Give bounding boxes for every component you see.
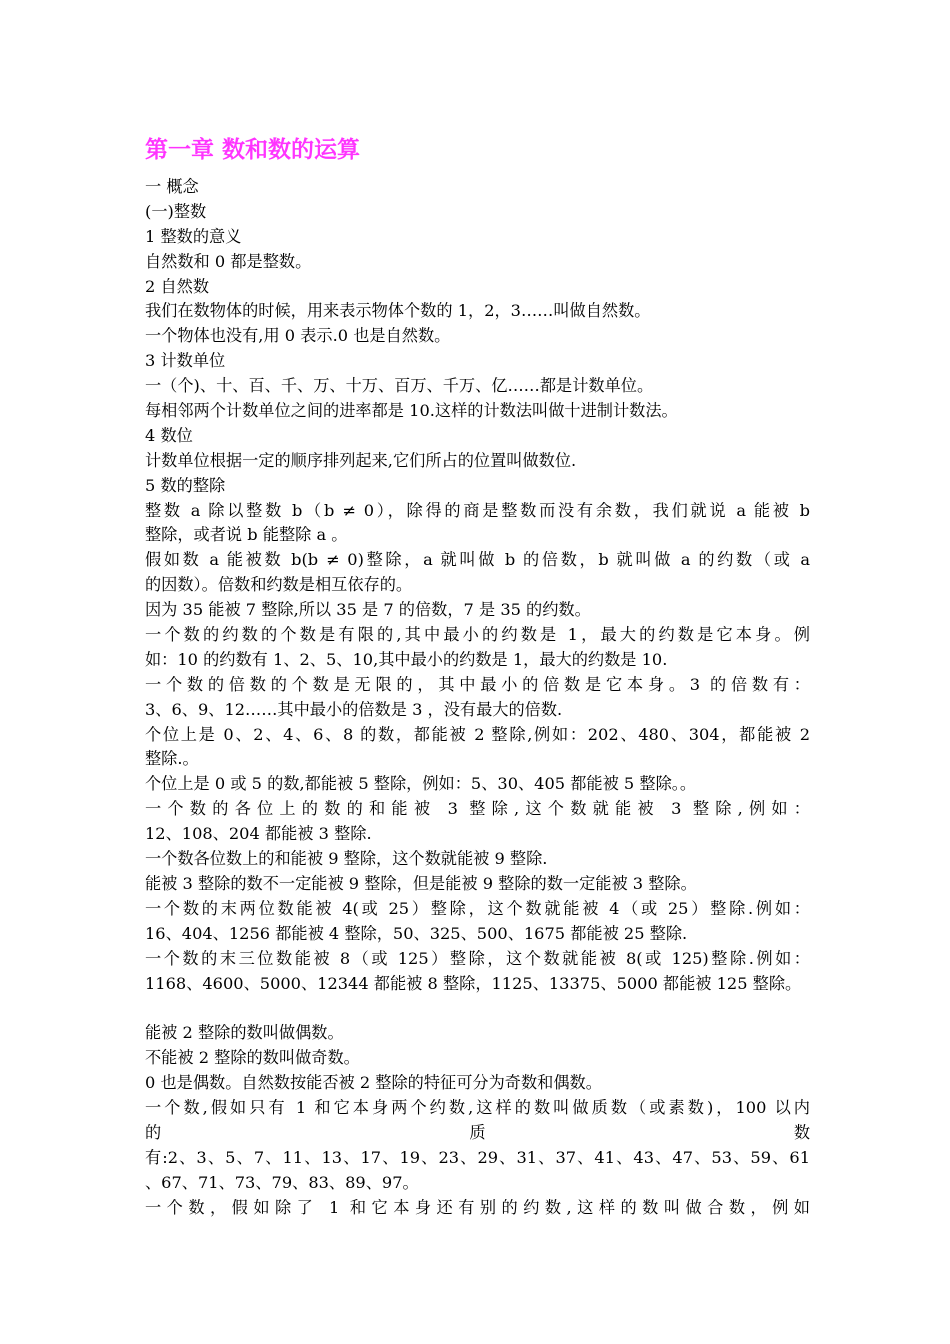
text-line: [145, 1121, 810, 1146]
text-line: 一（个)、十、百、千、万、十万、百万、千万、亿……都是计数单位。: [145, 376, 654, 396]
paragraph-lines: [145, 175, 810, 1220]
text-line: 能被 2 整除的数叫做偶数。: [145, 1023, 344, 1043]
text-line: 的因数）。倍数和约数是相互依存的。: [145, 575, 413, 595]
text-line: 5 数的整除: [145, 475, 226, 495]
blank-line: [145, 996, 810, 1021]
text-line: 一个数的约数的个数是有限的,其中最小的约数是 1，最大的约数是它本身。例: [145, 625, 810, 645]
chapter-title: 第一章 数和数的运算: [145, 137, 361, 163]
text-line: 自然数和 0 都是整数。: [145, 251, 312, 271]
text-line: 能被 3 整除的数不一定能被 9 整除，但是能被 9 整除的数一定能被 3 整除。: [145, 873, 697, 893]
text-line: 、67、71、73、79、83、89、97。: [145, 1172, 419, 1192]
text-line: 12、108、204 都能被 3 整除.: [145, 824, 372, 844]
text-line: 一 概念: [145, 177, 199, 196]
text-line: 如：10 的约数有 1、2、5、10,其中最小的约数是 1，最大的约数是 10.: [145, 649, 668, 669]
text-line: 1 整数的意义: [145, 226, 242, 246]
text-line: 每相邻两个计数单位之间的进率都是 10.这样的计数法叫做十进制计数法。: [145, 401, 678, 421]
text-line: 一个数，假如除了 1 和它本身还有别的约数,这样的数叫做合数，例如: [145, 1197, 810, 1217]
spread-word: 的: [145, 1122, 162, 1142]
text-line: 一个物体也没有,用 0 表示.0 也是自然数。: [145, 326, 451, 346]
text-line: 计数单位根据一定的顺序排列起来,它们所占的位置叫做数位.: [145, 450, 577, 470]
text-line: 3 计数单位: [145, 351, 226, 371]
text-line: 一个数的末三位数能被 8（或 125）整除，这个数就能被 8(或 125)整除.例如：: [145, 948, 810, 968]
text-line: 一个数的倍数的个数是无限的，其中最小的倍数是它本身。3 的倍数有：: [145, 674, 810, 694]
spread-word: 质: [469, 1122, 486, 1142]
text-line: 我们在数物体的时候，用来表示物体个数的 1，2，3……叫做自然数。: [145, 301, 651, 321]
text-line: 一个数的各位上的数的和能被 3 整除,这个数就能被 3 整除,例如：: [145, 799, 810, 819]
text-line: 0 也是偶数。自然数按能否被 2 整除的特征可分为奇数和偶数。: [145, 1073, 602, 1093]
text-line: 2 自然数: [145, 276, 210, 296]
text-line: 一个数,假如只有 1 和它本身两个约数,这样的数叫做质数（或素数)，100 以内: [145, 1097, 810, 1117]
text-line: 16、404、1256 都能被 4 整除，50、325、500、1675 都能被 25 整除.: [145, 923, 688, 943]
text-line: 1168、4600、5000、12344 都能被 8 整除，1125、13375、5000 都能被 125 整除。: [145, 973, 802, 993]
text-line: 因为 35 能被 7 整除,所以 35 是 7 的倍数，7 是 35 的约数。: [145, 600, 591, 620]
text-line: (一)整数: [145, 201, 207, 221]
text-line: 3、6、9、12……其中最小的倍数是 3 ，没有最大的倍数.: [145, 699, 563, 719]
text-line: 整除.。: [145, 749, 199, 769]
text-line: 4 数位: [145, 425, 193, 445]
text-line: 整除，或者说 b 能整除 a 。: [145, 525, 348, 545]
text-line: 一个数的末两位数能被 4(或 25）整除，这个数就能被 4（或 25）整除.例如：: [145, 898, 810, 918]
text-line: 有:2、3、5、7、11、13、17、19、23、29、31、37、41、43、47、53、59、61: [145, 1147, 810, 1167]
text-line: 整数 a 除以整数 b（b ≠ 0），除得的商是整数而没有余数，我们就说 a 能被 b: [145, 500, 810, 520]
text-line: 不能被 2 整除的数叫做奇数。: [145, 1048, 360, 1068]
document-body: [145, 134, 810, 1220]
text-line: 个位上是 0 或 5 的数,都能被 5 整除，例如：5、30、405 都能被 5 整除。。: [145, 774, 697, 794]
text-line: 假如数 a 能被数 b(b ≠ 0)整除，a 就叫做 b 的倍数，b 就叫做 a 的约数（或 a: [145, 550, 810, 570]
spread-word: 数: [793, 1122, 810, 1142]
text-line: 个位上是 0、2、4、6、8 的数，都能被 2 整除,例如：202、480、304，都能被 2: [145, 724, 810, 744]
text-line: 一个数各位数上的和能被 9 整除，这个数就能被 9 整除.: [145, 849, 548, 869]
